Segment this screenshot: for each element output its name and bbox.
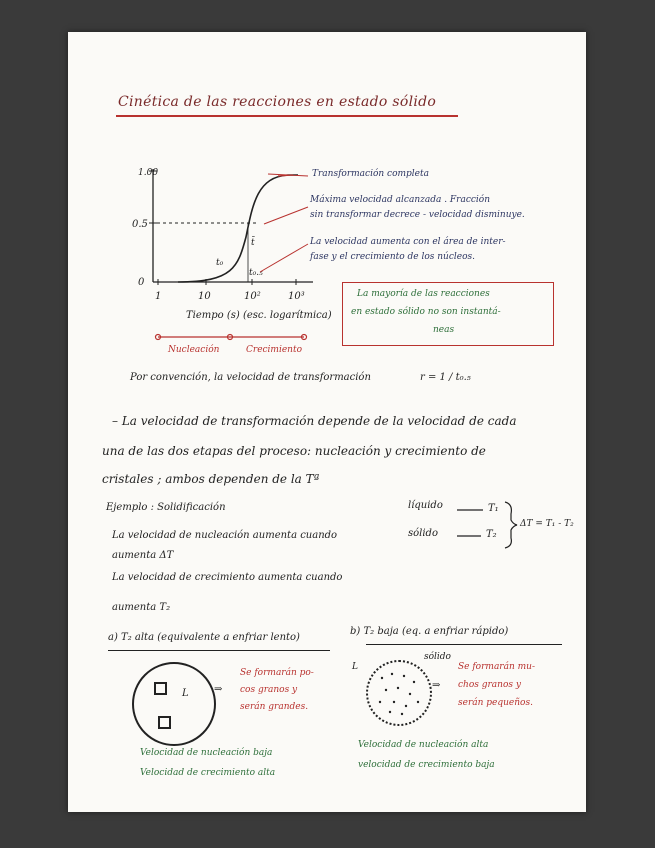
case-a-arrow: ⇒	[214, 684, 223, 695]
ann-max-2: sin transformar decrece - velocidad disminuye.	[310, 210, 525, 220]
y-label-mid: 0.5	[132, 219, 148, 230]
stage-nucleation: Nucleación	[168, 345, 220, 355]
ann-inc-1: La velocidad aumenta con el área de inter-	[310, 237, 506, 247]
marker-t05: t₀.₅	[249, 268, 263, 278]
case-a-note-3: serán grandes.	[240, 702, 309, 712]
para-line-2: una de las dos etapas del proceso: nucleación y crecimiento de	[102, 444, 486, 458]
stage-growth: Crecimiento	[246, 345, 303, 355]
para-line-3: cristales ; ambos dependen de la Tª	[102, 472, 320, 486]
case-a-note-2: cos granos y	[240, 685, 298, 695]
box-line-1: La mayoría de las reacciones	[357, 289, 490, 299]
t1-label: T₁	[488, 503, 499, 514]
title-underline	[116, 115, 458, 117]
t2-label: T₂	[486, 529, 497, 540]
annotation-arrows	[248, 172, 328, 282]
page-title: Cinética de las reacciones en estado sólido	[118, 94, 437, 110]
case-b-vel-nuc: Velocidad de nucleación alta	[358, 740, 489, 750]
para-line-1: – La velocidad de transformación depende de la velocidad de cada	[112, 414, 517, 428]
grain-2	[158, 716, 171, 729]
convention-text: Por convención, la velocidad de transformación	[130, 372, 371, 383]
x-tick-4: 10³	[288, 291, 305, 302]
grain-1	[154, 682, 167, 695]
case-b-note-3: serán pequeños.	[458, 698, 533, 708]
ann-max-1: Máxima velocidad alcanzada . Fracción	[310, 195, 491, 205]
growth-line-1: La velocidad de crecimiento aumenta cuando	[112, 572, 343, 583]
x-tick-3: 10²	[244, 291, 261, 302]
case-a-heading: a) T₂ alta (equivalente a enfriar lento)	[108, 632, 300, 643]
ann-inc-2: fase y el crecimiento de los núcleos.	[310, 252, 475, 262]
growth-line-2: aumenta T₂	[112, 602, 171, 613]
case-b-l-label: L	[352, 662, 358, 672]
case-a-note-1: Se formarán po-	[240, 668, 314, 678]
case-b-note-1: Se formarán mu-	[458, 662, 536, 672]
case-a-vel-grow: Velocidad de crecimiento alta	[140, 768, 276, 778]
y-label-zero: 0	[138, 277, 145, 288]
notebook-page	[68, 32, 586, 812]
case-a-l-label: L	[182, 688, 189, 699]
liquid-label: líquido	[408, 500, 443, 511]
case-b-heading: b) T₂ baja (eq. a enfriar rápido)	[350, 626, 509, 637]
nucleation-line-1: La velocidad de nucleación aumenta cuando	[112, 530, 338, 541]
note-box	[342, 282, 554, 346]
case-b-underline	[366, 644, 562, 645]
marker-t0: t₀	[216, 258, 224, 268]
case-a-circle	[132, 662, 216, 746]
convention-formula: r = 1 / t₀.₅	[420, 372, 471, 383]
x-tick-1: 1	[155, 291, 162, 302]
case-b-circle	[366, 660, 432, 726]
fine-grains	[368, 662, 430, 724]
case-b-vel-grow: velocidad de crecimiento baja	[358, 760, 495, 770]
case-b-arrow: ⇒	[432, 680, 441, 691]
delta-t-formula: ΔT = T₁ - T₂	[520, 519, 574, 529]
box-line-2: en estado sólido no son instantá-	[351, 307, 501, 317]
example-label: Ejemplo : Solidificación	[106, 502, 226, 513]
x-axis-label: Tiempo (s) (esc. logarítmica)	[186, 310, 332, 321]
ann-complete: Transformación completa	[312, 169, 429, 179]
solid-label: sólido	[408, 528, 438, 539]
nucleation-line-2: aumenta ΔT	[112, 550, 174, 561]
y-label-top: 1.00	[138, 168, 159, 178]
case-b-note-2: chos granos y	[458, 680, 521, 690]
case-a-vel-nuc: Velocidad de nucleación baja	[140, 748, 273, 758]
case-a-underline	[108, 650, 330, 651]
marker-t-bar: t̄	[251, 238, 255, 248]
x-tick-2: 10	[198, 291, 211, 302]
box-line-3: neas	[433, 325, 455, 335]
case-b-solid-label: sólido	[424, 652, 451, 662]
